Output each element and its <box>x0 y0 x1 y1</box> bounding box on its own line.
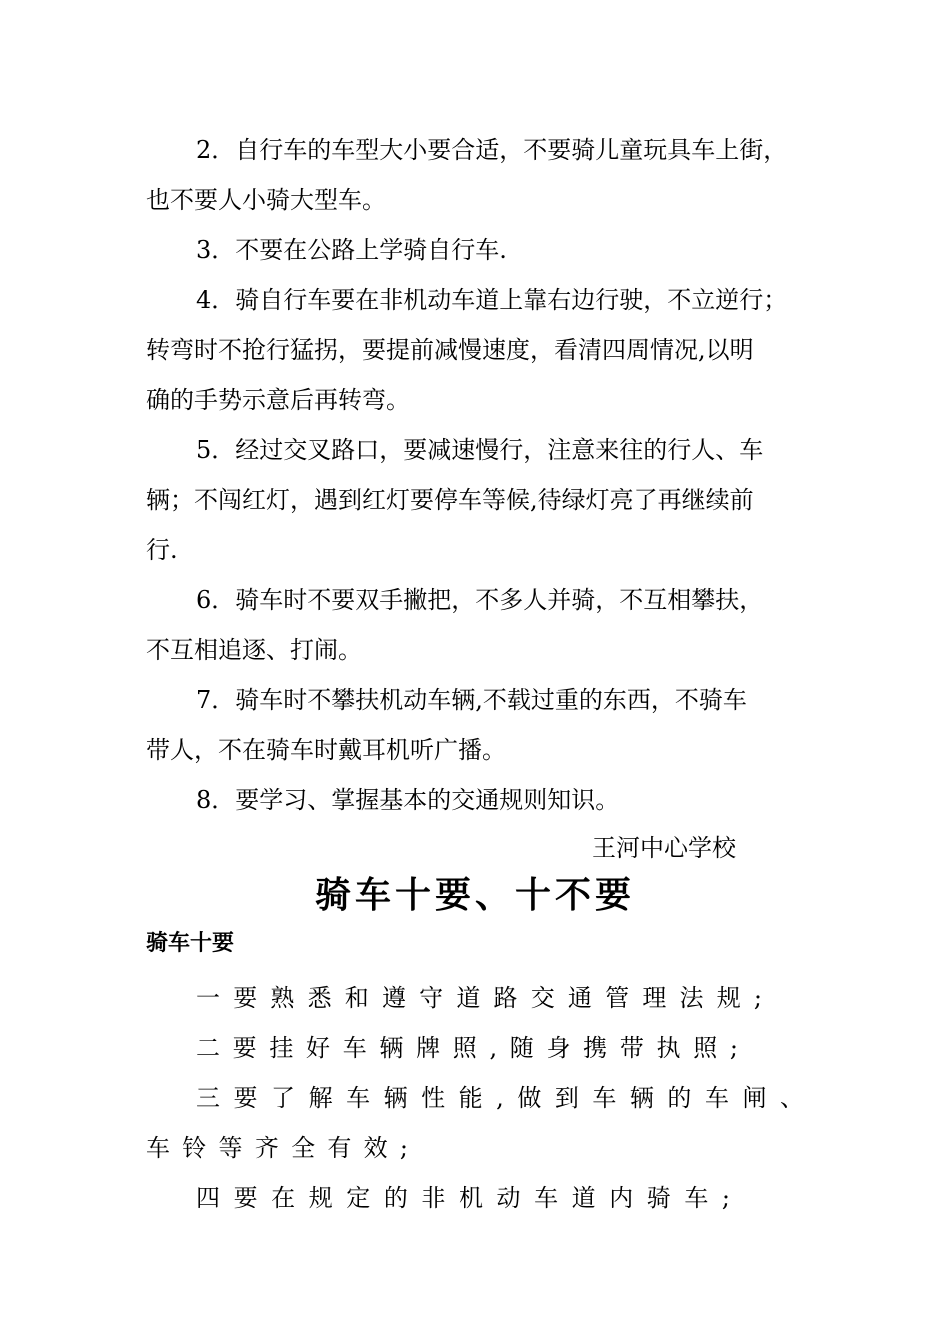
rule-4-line-3: 确的手势示意后再转弯。 <box>146 386 410 414</box>
section-heading: 骑车十要 <box>146 931 235 956</box>
do-item-3-line-2: 车铃等齐全有效; <box>146 1134 408 1162</box>
rule-7-line-1: 7．骑车时不攀扶机动车辆,不载过重的东西，不骑车 <box>196 686 747 714</box>
rule-2-line-1: 2．自行车的车型大小要合适，不要骑儿童玩具车上街， <box>196 136 788 164</box>
do-item-2: 二要挂好车辆牌照,随身携带执照; <box>196 1034 738 1062</box>
do-item-1: 一要熟悉和遵守道路交通管理法规; <box>196 984 762 1012</box>
rule-6-line-1: 6．骑车时不要双手撇把，不多人并骑，不互相攀扶， <box>196 586 764 614</box>
rule-5-line-3: 行. <box>146 536 178 564</box>
document-title: 骑车十要、十不要 <box>314 875 635 916</box>
rule-8-line-1: 8．要学习、掌握基本的交通规则知识。 <box>196 786 620 814</box>
rule-6-line-2: 不互相追逐、打闹。 <box>146 636 362 664</box>
do-item-3-line-1: 三要了解车辆性能,做到车辆的车闸、 <box>196 1084 804 1112</box>
rule-7-line-2: 带人，不在骑车时戴耳机听广播。 <box>146 736 506 764</box>
rule-4-line-2: 转弯时不抢行猛拐，要提前减慢速度，看清四周情况,以明 <box>146 336 754 364</box>
rule-5-line-1: 5．经过交叉路口，要减速慢行，注意来往的行人、车 <box>196 436 764 464</box>
rule-2-line-2: 也不要人小骑大型车。 <box>146 186 386 214</box>
rule-5-line-2: 辆；不闯红灯，遇到红灯要停车等候,待绿灯亮了再继续前 <box>146 486 754 514</box>
school-signature: 王河中心学校 <box>592 834 736 862</box>
do-item-4: 四要在规定的非机动车道内骑车; <box>196 1184 730 1212</box>
rule-3-line-1: 3．不要在公路上学骑自行车. <box>196 236 507 264</box>
rule-4-line-1: 4．骑自行车要在非机动车道上靠右边行驶，不立逆行； <box>196 286 788 314</box>
